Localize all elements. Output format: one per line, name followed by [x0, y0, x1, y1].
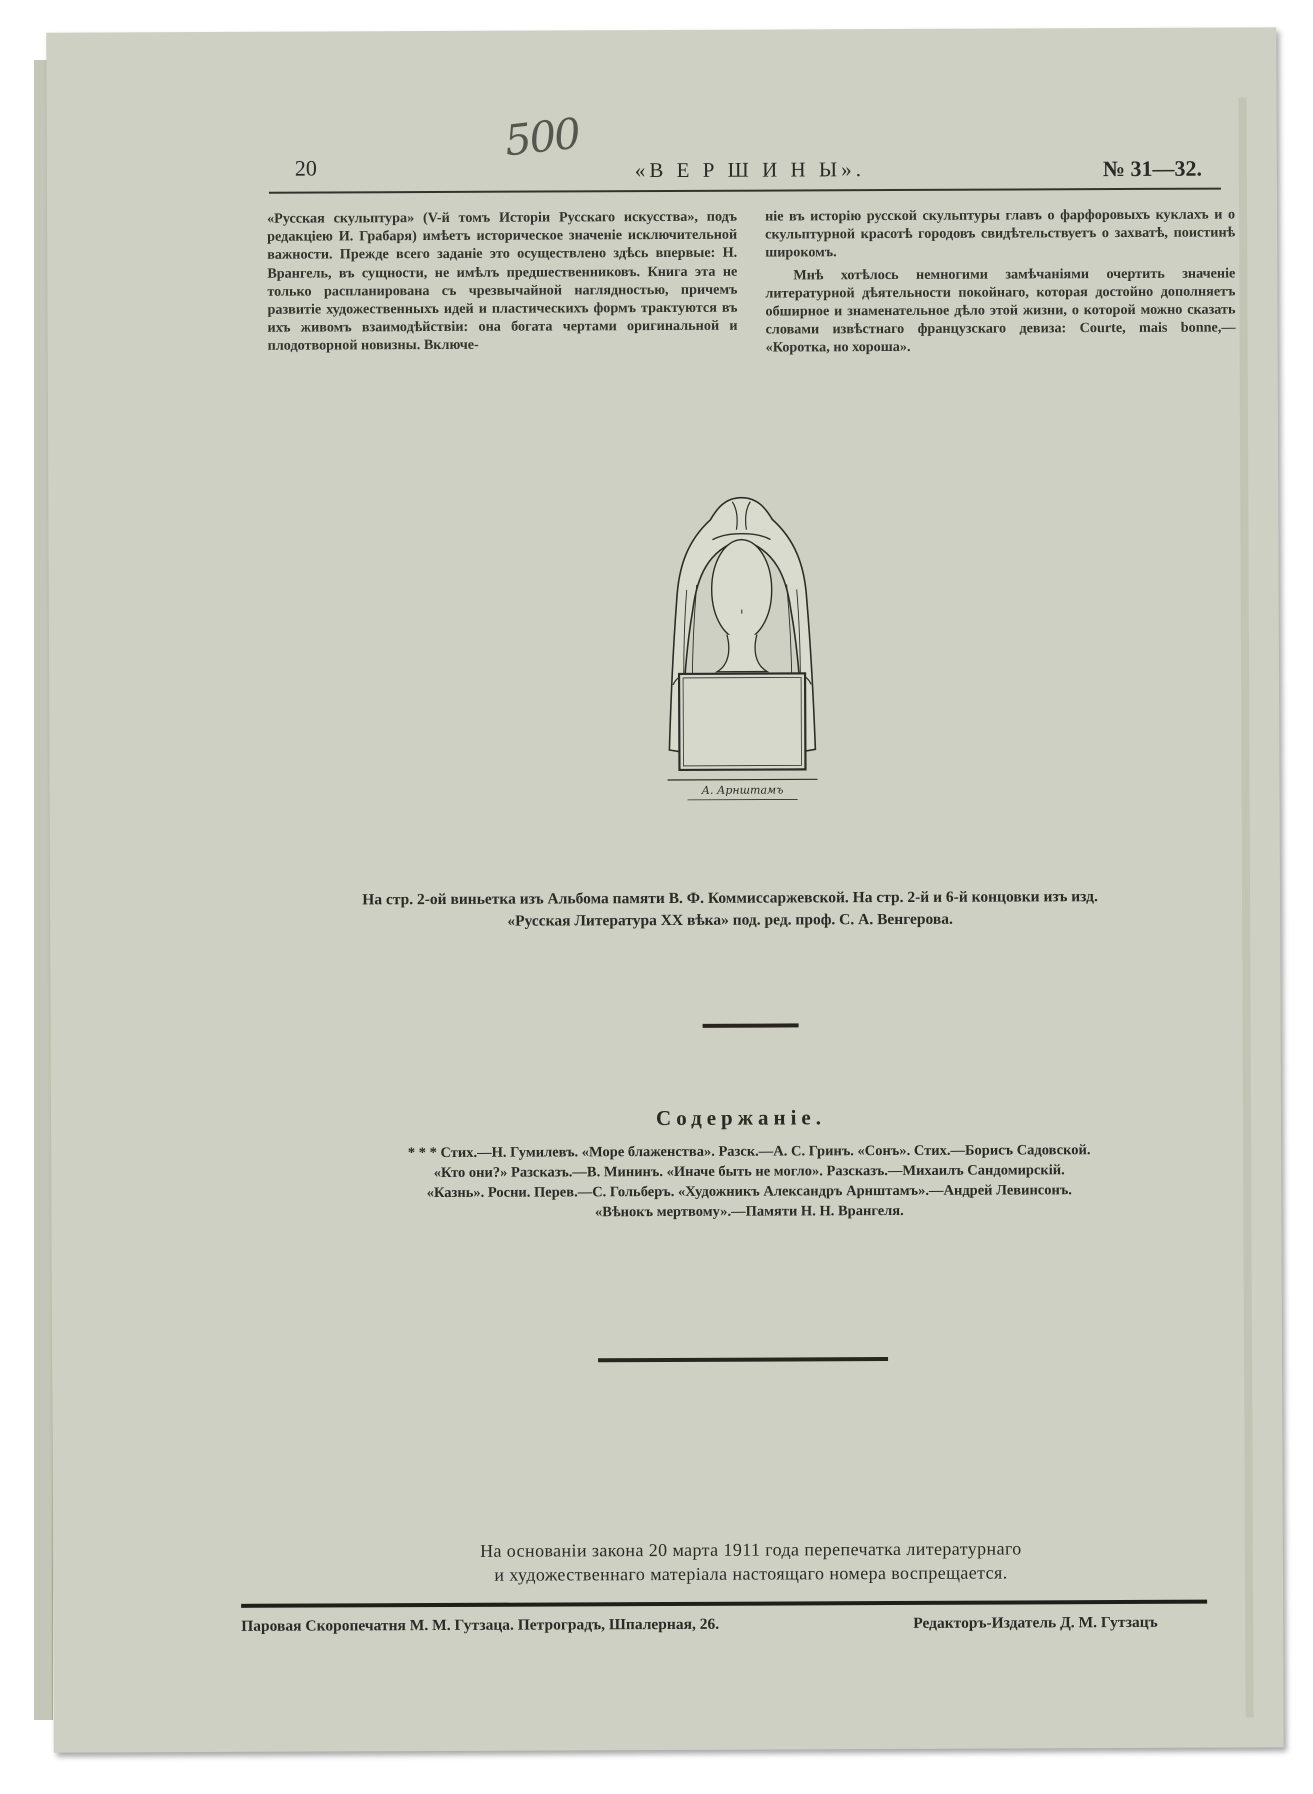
article-paragraph: ніе въ исторію русской скульптуры главъ о фарфоровыхъ куклахъ и о скульптурной красотѣ городовъ свидѣтельствуетъ о захватѣ, поистинѣ широкомъ.	[765, 206, 1236, 261]
issue-number: № 31—32.	[1102, 155, 1203, 182]
article-column-right	[765, 206, 1236, 358]
contents-title: Содержаніе.	[655, 1105, 826, 1131]
article-paragraph: Мнѣ хотѣлось немногими замѣчаніями очертить значеніе литературной дѣятельности покойнаго, которая достойно дополняетъ обширное и знаменательное дѣло этой жизни, о которой можно сказать словами извѣстнаго французскаго девиза: Courte, mais bonne,— «Коротка, но хороша».	[765, 265, 1236, 356]
contents-line: «Кто они?» Разсказъ.—В. Мининъ. «Иначе быть не могло». Разсказъ.—Михаилъ Сандомирскій.	[433, 1162, 1065, 1182]
contents-line: * * * Стих.—Н. Гумилевъ. «Море блаженства». Разск.—А. С. Гринъ. «Сонъ». Стих.—Борисъ Садовской.	[407, 1142, 1091, 1162]
caption-line: На стр. 2-ой виньетка изъ Альбома памяти В. Ф. Коммиссаржевской. На стр. 2-й и 6-й концовки изъ изд.	[362, 888, 1098, 909]
section-divider	[598, 1357, 888, 1362]
section-divider	[703, 1023, 799, 1027]
contents-list	[299, 1140, 1199, 1224]
notice-line: На основаніи закона 20 марта 1911 года перепечатка литературнаго	[480, 1538, 1022, 1561]
printer-imprint: Паровая Скоропечатня М. М. Гутзаца. Петроградъ, Шпалерная, 26.	[241, 1615, 720, 1635]
contents-line: «Вѣнокъ мертвому».—Памяти Н. Н. Врангеля.	[594, 1202, 904, 1221]
contents-line: «Казнь». Росни. Перев.—С. Гольберъ. «Художникъ Александръ Арнштамъ».—Андрей Левинсонъ.	[426, 1182, 1072, 1202]
notice-line: и художественнаго матеріала настоящаго номера воспрещается.	[494, 1562, 1008, 1585]
article-paragraph: «Русская скульптура» (V-й томъ Исторіи Русскаго искусства», подъ редакціею И. Грабаря) имѣетъ историческое значеніе исключительной важности. Прежде всего заданіе это осуществлено здѣсь впервые: Н. Врангель, въ сущности, не имѣлъ предшественниковъ. Книга эта не только распланирована съ чрезвычайной наглядностью, причемъ развитіе художественныхъ идей и пластическихъ формъ трактуются въ ихъ живомъ взаимодѣйствіи: она богата чертами оригинальной и плодотворной новизны. Включе-	[267, 208, 738, 355]
page-content	[46, 27, 1283, 1752]
caption-line: «Русская Литература XX вѣка» под. ред. проф. С. А. Венгерова.	[507, 910, 953, 930]
newspaper-page	[46, 27, 1283, 1752]
article-column-left	[267, 208, 738, 356]
footer-rule	[241, 1600, 1207, 1608]
header-rule	[269, 188, 1221, 194]
journal-title: «В Е Р Ш И Н Ы».	[634, 157, 866, 183]
illustration-caption	[250, 886, 1210, 934]
pencil-annotation: 500	[502, 108, 582, 166]
page-number: 20	[294, 155, 317, 181]
editor-imprint: Редакторъ-Издатель Д. М. Гутзацъ	[913, 1613, 1158, 1632]
vignette-illustration	[666, 489, 817, 820]
vignette-signature: А. Арнштамъ	[701, 783, 784, 797]
copyright-notice	[371, 1536, 1131, 1587]
